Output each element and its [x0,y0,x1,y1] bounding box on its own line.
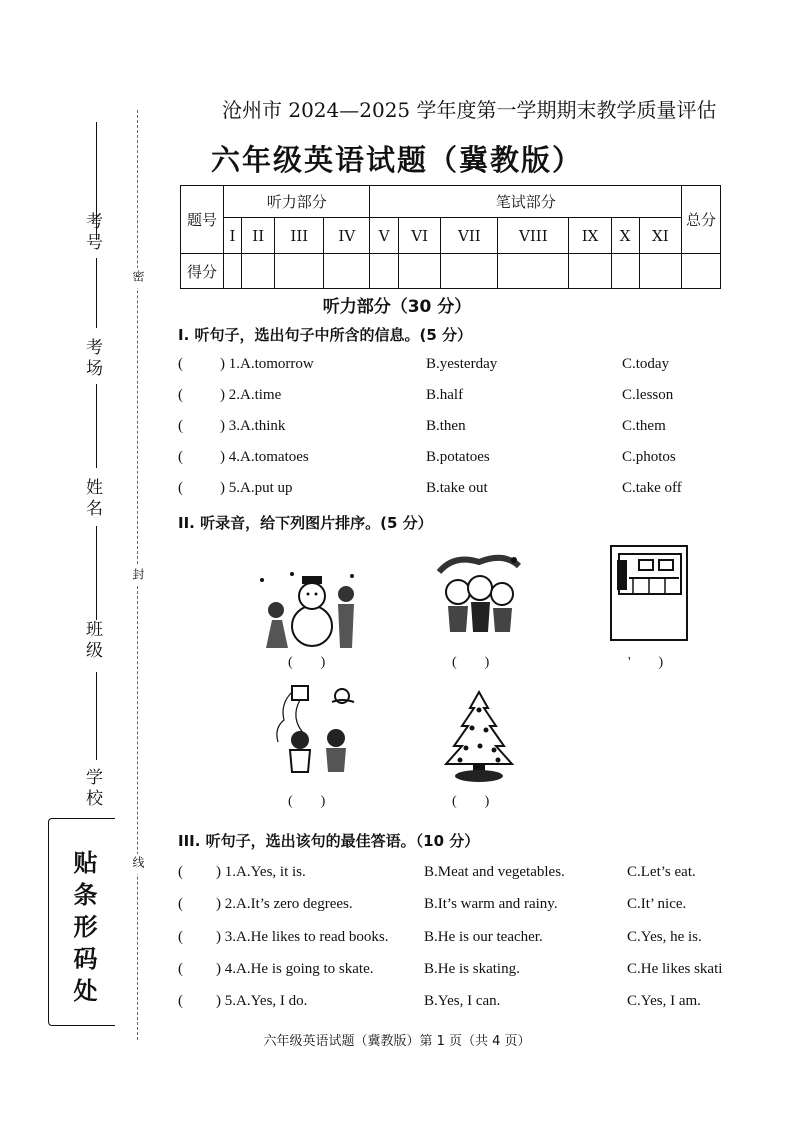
page-title: 六年级英语试题（冀教版） [210,143,583,177]
col-header: II [242,218,275,254]
col-header: V [370,218,398,254]
score-cell[interactable] [441,254,498,289]
option-c: C.today [622,356,670,372]
question-row [178,929,733,951]
label-school: 学校 [82,768,102,810]
option-b: B.He is skating. [424,961,520,977]
col-header: IX [569,218,611,254]
group-writing: 笔试部分 [370,186,682,218]
option-a: ) 3.A.He likes to read books. [216,929,389,945]
section3-title: III. 听句子，选出该句的最佳答语。（10 分） [178,832,480,850]
section1-title: I. 听句子，选出句子中所含的信息。(5 分） [178,326,473,344]
score-cell[interactable] [242,254,275,289]
answer-paren[interactable]: ( [178,961,183,977]
option-a: ) 2.A.It’s zero degrees. [216,896,353,912]
question-row [178,480,733,502]
seal-marker-xian: 线 [131,856,145,872]
option-c: C.photos [622,449,676,465]
question-row [178,864,733,886]
score-cell[interactable] [611,254,639,289]
answer-paren[interactable]: ( [178,896,183,912]
score-cell[interactable] [498,254,569,289]
option-a: ) 4.A.He is going to skate. [216,961,374,977]
picture-answer-paren[interactable]: ( ) [452,655,490,670]
option-b: B.take out [426,480,488,496]
col-header: X [611,218,639,254]
singing-children-picture-icon [434,552,524,640]
listening-title: 听力部分（30 分） [322,297,472,317]
label-name: 姓名 [82,478,102,520]
question-row [178,387,733,409]
answer-paren[interactable]: ( [178,864,183,880]
label-class: 班级 [82,620,102,662]
answer-paren[interactable]: ( [178,480,183,496]
col-header: III [275,218,324,254]
question-row [178,356,733,378]
option-b: B.Yes, I can. [424,993,501,1009]
option-b: B.yesterday [426,356,498,372]
option-a: ) 1.A.Yes, it is. [216,864,306,880]
answer-paren[interactable]: ( [178,929,183,945]
building-picture-icon [609,544,689,642]
christmas-tree-picture-icon [440,690,518,784]
seal-marker-feng: 封 [131,568,145,584]
option-c: C.It’ nice. [627,896,687,912]
option-b: B.potatoes [426,449,490,465]
option-b: B.then [426,418,466,434]
label-exam-room: 考场 [82,338,102,380]
question-row [178,961,733,983]
label-exam-number: 考号 [82,212,102,254]
option-a: ) 1.A.tomorrow [220,356,314,372]
question-row [178,993,733,1015]
group-listening: 听力部分 [224,186,370,218]
score-cell[interactable] [370,254,398,289]
option-c: C.He likes skati [627,961,723,977]
option-b: B.It’s warm and rainy. [424,896,558,912]
question-row [178,449,733,471]
answer-paren[interactable]: ( [178,356,183,372]
page-footer: 六年级英语试题（冀教版）第 1 页（共 4 页） [263,1034,531,1049]
option-a: ) 4.A.tomatoes [220,449,309,465]
option-a: ) 5.A.put up [220,480,293,496]
answer-paren[interactable]: ( [178,449,183,465]
picture-answer-paren[interactable]: ' ) [628,655,664,670]
picture-answer-paren[interactable]: ( ) [288,794,326,809]
answer-paren[interactable]: ( [178,993,183,1009]
seal-marker-mi: 密 [131,270,145,286]
total-score-cell[interactable] [682,254,721,289]
score-cell[interactable] [324,254,370,289]
option-a: ) 2.A.time [220,387,282,403]
binding-line-5 [96,672,97,760]
col-header: XI [639,218,681,254]
option-c: C.Yes, I am. [627,993,701,1009]
answer-paren[interactable]: ( [178,418,183,434]
snowman-picture-icon [252,568,362,650]
question-row [178,896,733,918]
picture-answer-paren[interactable]: ( ) [288,655,326,670]
col-header: IV [324,218,370,254]
row-label-number: 题号 [181,186,224,254]
score-table [180,185,721,289]
score-cell[interactable] [398,254,441,289]
binding-line-3 [96,384,97,468]
col-header: VII [441,218,498,254]
binding-line-4 [96,526,97,620]
score-cell[interactable] [224,254,242,289]
col-header: I [224,218,242,254]
total-label: 总分 [682,186,721,254]
score-cell[interactable] [639,254,681,289]
option-b: B.half [426,387,464,403]
option-c: C.lesson [622,387,674,403]
option-c: C.Yes, he is. [627,929,702,945]
col-header: VIII [498,218,569,254]
option-c: C.take off [622,480,682,496]
option-c: C.them [622,418,666,434]
row-label-score: 得分 [181,254,224,289]
picture-answer-paren[interactable]: ( ) [452,794,490,809]
score-cell[interactable] [275,254,324,289]
option-b: B.He is our teacher. [424,929,543,945]
option-c: C.Let’s eat. [627,864,696,880]
kite-flying-picture-icon [266,684,358,774]
col-header: VI [398,218,441,254]
exam-name: 沧州市 2024—2025 学年度第一学期期末教学质量评估 [222,98,717,122]
option-a: ) 3.A.think [220,418,286,434]
barcode-label: 贴条形码处 [69,850,98,1010]
option-a: ) 5.A.Yes, I do. [216,993,308,1009]
option-b: B.Meat and vegetables. [424,864,565,880]
score-cell[interactable] [569,254,611,289]
section2-title: II. 听录音，给下列图片排序。(5 分） [178,514,433,532]
answer-paren[interactable]: ( [178,387,183,403]
question-row [178,418,733,440]
